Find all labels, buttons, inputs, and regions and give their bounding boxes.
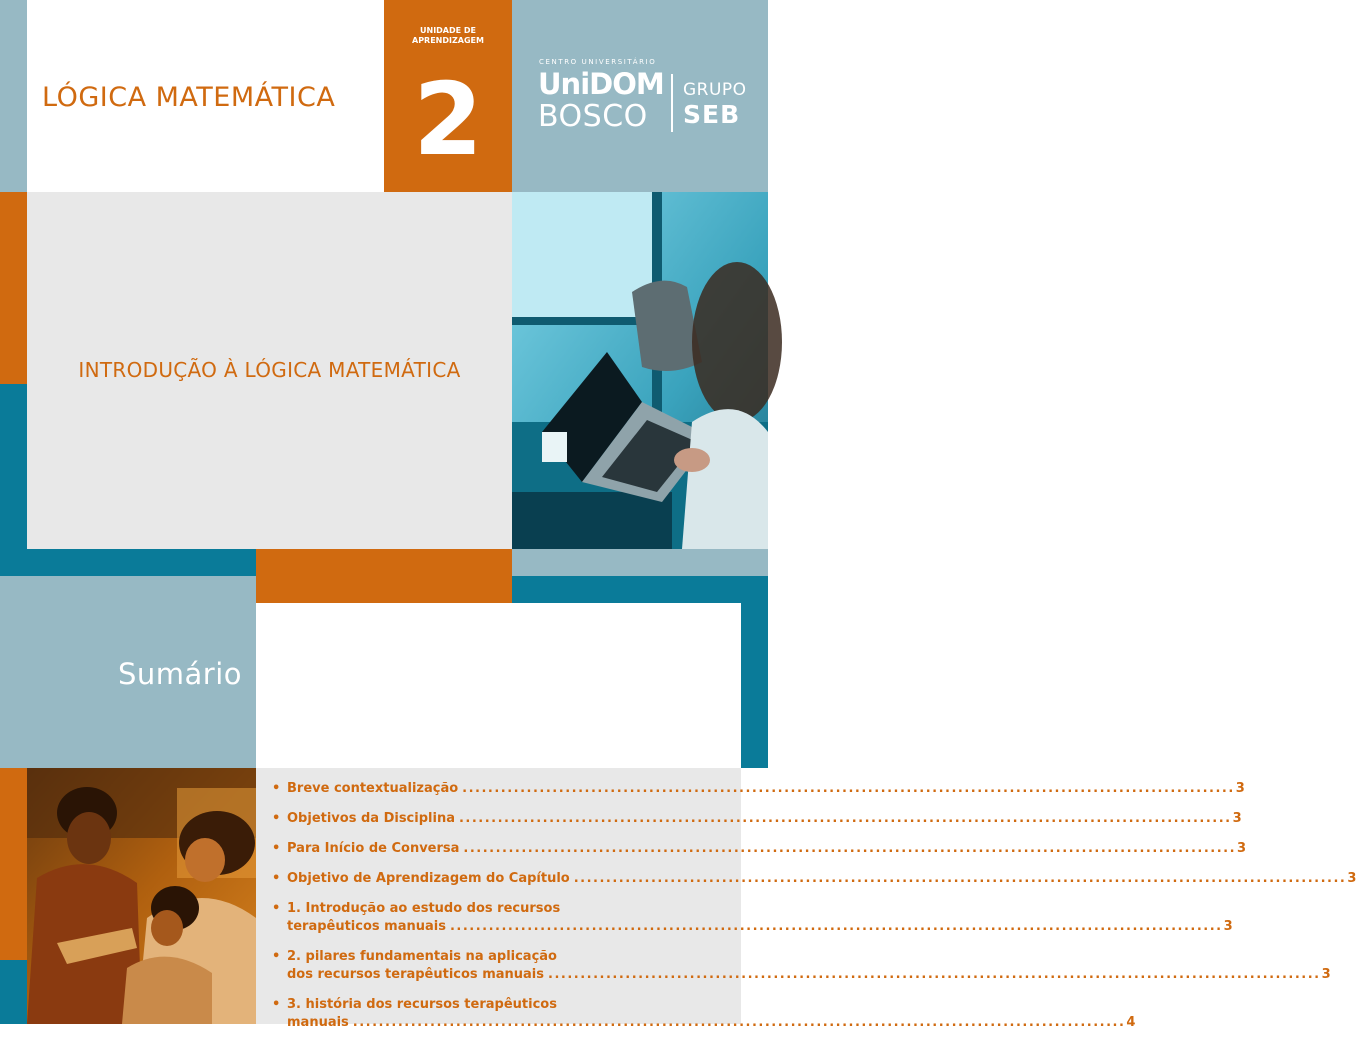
summary-heading: Sumário bbox=[118, 657, 243, 691]
divider-teal bbox=[27, 549, 256, 576]
toc-item-label: Para Início de Conversa bbox=[287, 841, 460, 856]
toc-leader-dots: ........................................................................................................................ bbox=[449, 919, 1223, 934]
toc-item-label: dos recursos terapêuticos manuais bbox=[287, 967, 544, 982]
toc-item-label: 1. Introdução ao estudo dos recursos bbox=[287, 901, 561, 916]
toc-item-label: terapêuticos manuais bbox=[287, 919, 446, 934]
left-strip-light bbox=[0, 0, 27, 192]
left-strip-orange bbox=[0, 192, 27, 384]
laptop-photo bbox=[512, 192, 768, 549]
toc-item-label: 2. pilares fundamentais na aplicação bbox=[287, 949, 557, 964]
toc-item-page: 3 bbox=[1223, 919, 1233, 934]
toc-leader-dots: ........................................................................................................................ bbox=[352, 1015, 1126, 1030]
bullet-icon: • bbox=[272, 901, 281, 916]
bullet-icon: • bbox=[272, 781, 281, 796]
toc-item[interactable] bbox=[270, 996, 1136, 1032]
toc-item[interactable] bbox=[270, 840, 1247, 858]
toc-item-page: 3 bbox=[1321, 967, 1331, 982]
toc-item-label: Objetivo de Aprendizagem do Capítulo bbox=[287, 871, 570, 886]
toc-item[interactable] bbox=[270, 810, 1242, 828]
toc-leader-dots: ........................................................................................................................ bbox=[463, 841, 1237, 856]
toc-item-page: 3 bbox=[1235, 781, 1245, 796]
logo-name-line2: BOSCO bbox=[538, 99, 648, 134]
laptop-photo-illustration bbox=[512, 192, 768, 549]
toc-leader-dots: ........................................................................................................................ bbox=[548, 967, 1321, 982]
unit-label: UNIDADE DE APRENDIZAGEM bbox=[412, 26, 484, 45]
left-strip-teal-bottom bbox=[0, 960, 27, 1024]
summary-white-panel bbox=[256, 603, 741, 768]
bullet-icon: • bbox=[272, 949, 281, 964]
unidombosco-logo bbox=[538, 58, 748, 138]
left-strip-orange-bottom bbox=[0, 768, 27, 960]
toc-item[interactable] bbox=[270, 900, 1233, 936]
toc-leader-dots: ........................................................................................................................ bbox=[573, 871, 1347, 886]
bullet-icon: • bbox=[272, 841, 281, 856]
logo-small-text: CENTRO UNIVERSITÁRIO bbox=[539, 58, 657, 66]
bullet-icon: • bbox=[272, 811, 281, 826]
bullet-icon: • bbox=[272, 997, 281, 1012]
toc-item-label: Breve contextualização bbox=[287, 781, 459, 796]
divider-light bbox=[512, 549, 768, 576]
divider-teal-right bbox=[512, 576, 768, 603]
toc-item[interactable] bbox=[270, 870, 1356, 888]
divider-orange bbox=[256, 549, 512, 603]
chapter-title: INTRODUÇÃO À LÓGICA MATEMÁTICA bbox=[78, 358, 461, 382]
toc-leader-dots: ........................................................................................................................ bbox=[462, 781, 1235, 796]
logo-name-line1: UniDOM bbox=[538, 67, 664, 101]
toc-leader-dots: ........................................................................................................................ bbox=[458, 811, 1232, 826]
toc-item[interactable] bbox=[270, 948, 1331, 984]
toc-item-label: Objetivos da Disciplina bbox=[287, 811, 455, 826]
table-of-contents bbox=[270, 780, 1356, 1044]
right-strip-teal bbox=[741, 603, 768, 768]
right-strip-white bbox=[741, 768, 768, 1024]
toc-item-label: manuais bbox=[287, 1015, 349, 1030]
course-title: LÓGICA MATEMÁTICA bbox=[42, 82, 336, 113]
toc-item-page: 3 bbox=[1347, 871, 1356, 886]
bullet-icon: • bbox=[272, 871, 281, 886]
logo-group-name: SEB bbox=[683, 100, 741, 129]
toc-item-page: 4 bbox=[1126, 1015, 1136, 1030]
toc-item-page: 3 bbox=[1232, 811, 1242, 826]
students-photo-illustration bbox=[27, 768, 256, 1024]
toc-item-label: 3. história dos recursos terapêuticos bbox=[287, 997, 557, 1012]
unit-number: 2 bbox=[413, 61, 483, 178]
logo-divider bbox=[671, 74, 673, 132]
toc-item[interactable] bbox=[270, 780, 1245, 798]
left-strip-teal bbox=[0, 384, 27, 576]
logo-group-label: GRUPO bbox=[683, 80, 747, 100]
students-photo bbox=[27, 768, 256, 1024]
toc-item-page: 3 bbox=[1237, 841, 1247, 856]
